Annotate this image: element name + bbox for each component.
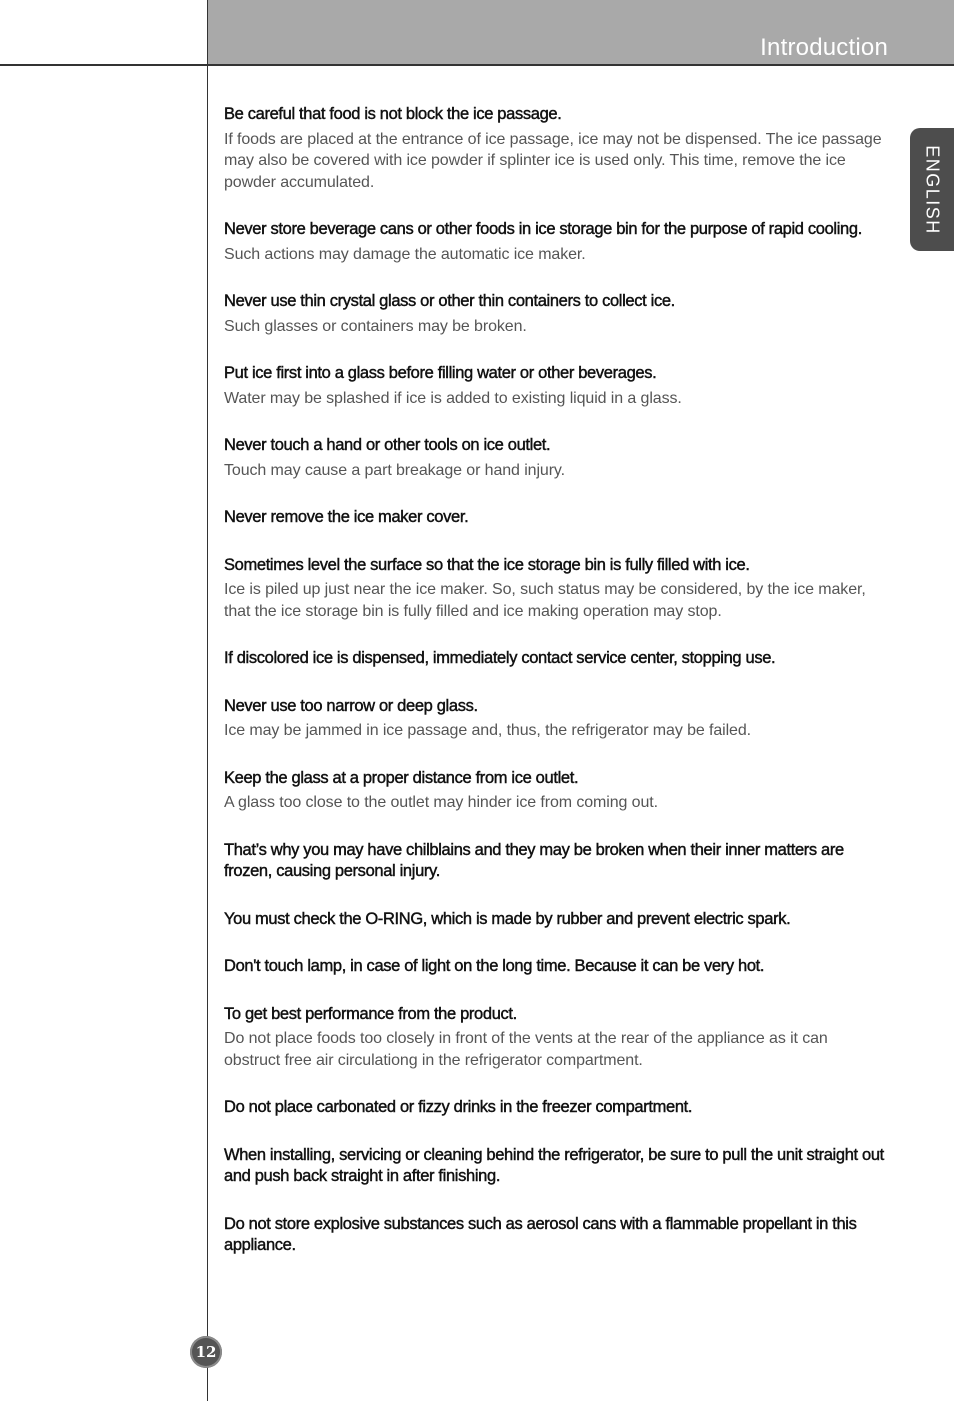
instruction-body: Ice is piled up just near the ice maker. So, such status may be considered, by the ice maker, that the ice storage bin is fully filled and ice making operation may stop. <box>224 581 866 620</box>
instruction-heading: You must check the O-RING, which is made by rubber and prevent electric spark. <box>224 909 791 928</box>
instruction-item <box>224 768 888 814</box>
instruction-item <box>224 1004 888 1072</box>
instruction-heading: Sometimes level the surface so that the ice storage bin is fully filled with ice. <box>224 555 750 574</box>
instruction-heading: Be careful that food is not block the ice passage. <box>224 105 562 123</box>
page-title: Introduction <box>760 34 888 61</box>
instruction-body: Touch may cause a part breakage or hand injury. <box>224 461 565 479</box>
instruction-heading: Never use too narrow or deep glass. <box>224 696 478 715</box>
instruction-item <box>224 1214 888 1257</box>
margin-divider <box>207 0 208 1401</box>
instruction-item <box>224 219 888 265</box>
instruction-heading: Put ice first into a glass before filling water or other beverages. <box>224 364 657 382</box>
instruction-heading: Do not place carbonated or fizzy drinks in the freezer compartment. <box>224 1098 693 1116</box>
instruction-heading: Keep the glass at a proper distance from ice outlet. <box>224 768 579 787</box>
instruction-body: Such actions may damage the automatic ice maker. <box>224 245 586 263</box>
instruction-item <box>224 840 888 883</box>
instruction-item <box>224 507 888 529</box>
instruction-item <box>224 104 888 193</box>
language-tab <box>910 128 954 251</box>
instruction-heading: Never remove the ice maker cover. <box>224 508 469 526</box>
instruction-body: Such glasses or containers may be broken. <box>224 317 527 335</box>
instruction-item <box>224 291 888 337</box>
instruction-body: Water may be splashed if ice is added to existing liquid in a glass. <box>224 389 682 407</box>
instruction-item <box>224 696 888 742</box>
instruction-item <box>224 909 888 931</box>
instruction-body: A glass too close to the outlet may hinder ice from coming out. <box>224 794 658 811</box>
header-bar <box>208 0 954 64</box>
instruction-heading: That’s why you may have chilblains and they may be broken when their inner matters are frozen, causing personal injury. <box>224 840 844 880</box>
instruction-heading: If discolored ice is dispensed, immediately contact service center, stopping use. <box>224 649 776 667</box>
instruction-item <box>224 648 888 670</box>
instruction-item <box>224 956 888 978</box>
instruction-heading: Don't touch lamp, in case of light on the long time. Because it can be very hot. <box>224 957 765 975</box>
instruction-item <box>224 1097 888 1119</box>
instruction-item <box>224 555 888 623</box>
instruction-heading: To get best performance from the product. <box>224 1004 517 1023</box>
instruction-heading: Never touch a hand or other tools on ice outlet. <box>224 436 551 454</box>
instruction-heading: Never store beverage cans or other foods in ice storage bin for the purpose of rapid cooling. <box>224 220 862 238</box>
instruction-heading: When installing, servicing or cleaning behind the refrigerator, be sure to pull the unit straight out and push back straight in after finishing. <box>224 1145 884 1185</box>
instruction-item <box>224 1145 888 1188</box>
instruction-item <box>224 363 888 409</box>
instruction-body: If foods are placed at the entrance of ice passage, ice may not be dispensed. The ice passage may also be covered with ice powder if splinter ice is used only. This time, remove the ice powder accumulated. <box>224 130 882 191</box>
instruction-heading: Never use thin crystal glass or other thin containers to collect ice. <box>224 292 675 310</box>
page-number-badge: 12 <box>190 1336 222 1368</box>
instruction-heading: Do not store explosive substances such as aerosol cans with a flammable propellant in this appliance. <box>224 1214 857 1254</box>
instruction-body: Do not place foods too closely in front of the vents at the rear of the appliance as it can obstruct free air circulationg in the refrigerator compartment. <box>224 1030 828 1069</box>
language-tab-label: ENGLISH <box>922 144 943 235</box>
header-divider <box>0 64 954 66</box>
instruction-body: Ice may be jammed in ice passage and, thus, the refrigerator may be failed. <box>224 722 752 739</box>
instruction-item <box>224 435 888 481</box>
safety-instructions <box>224 104 888 1283</box>
